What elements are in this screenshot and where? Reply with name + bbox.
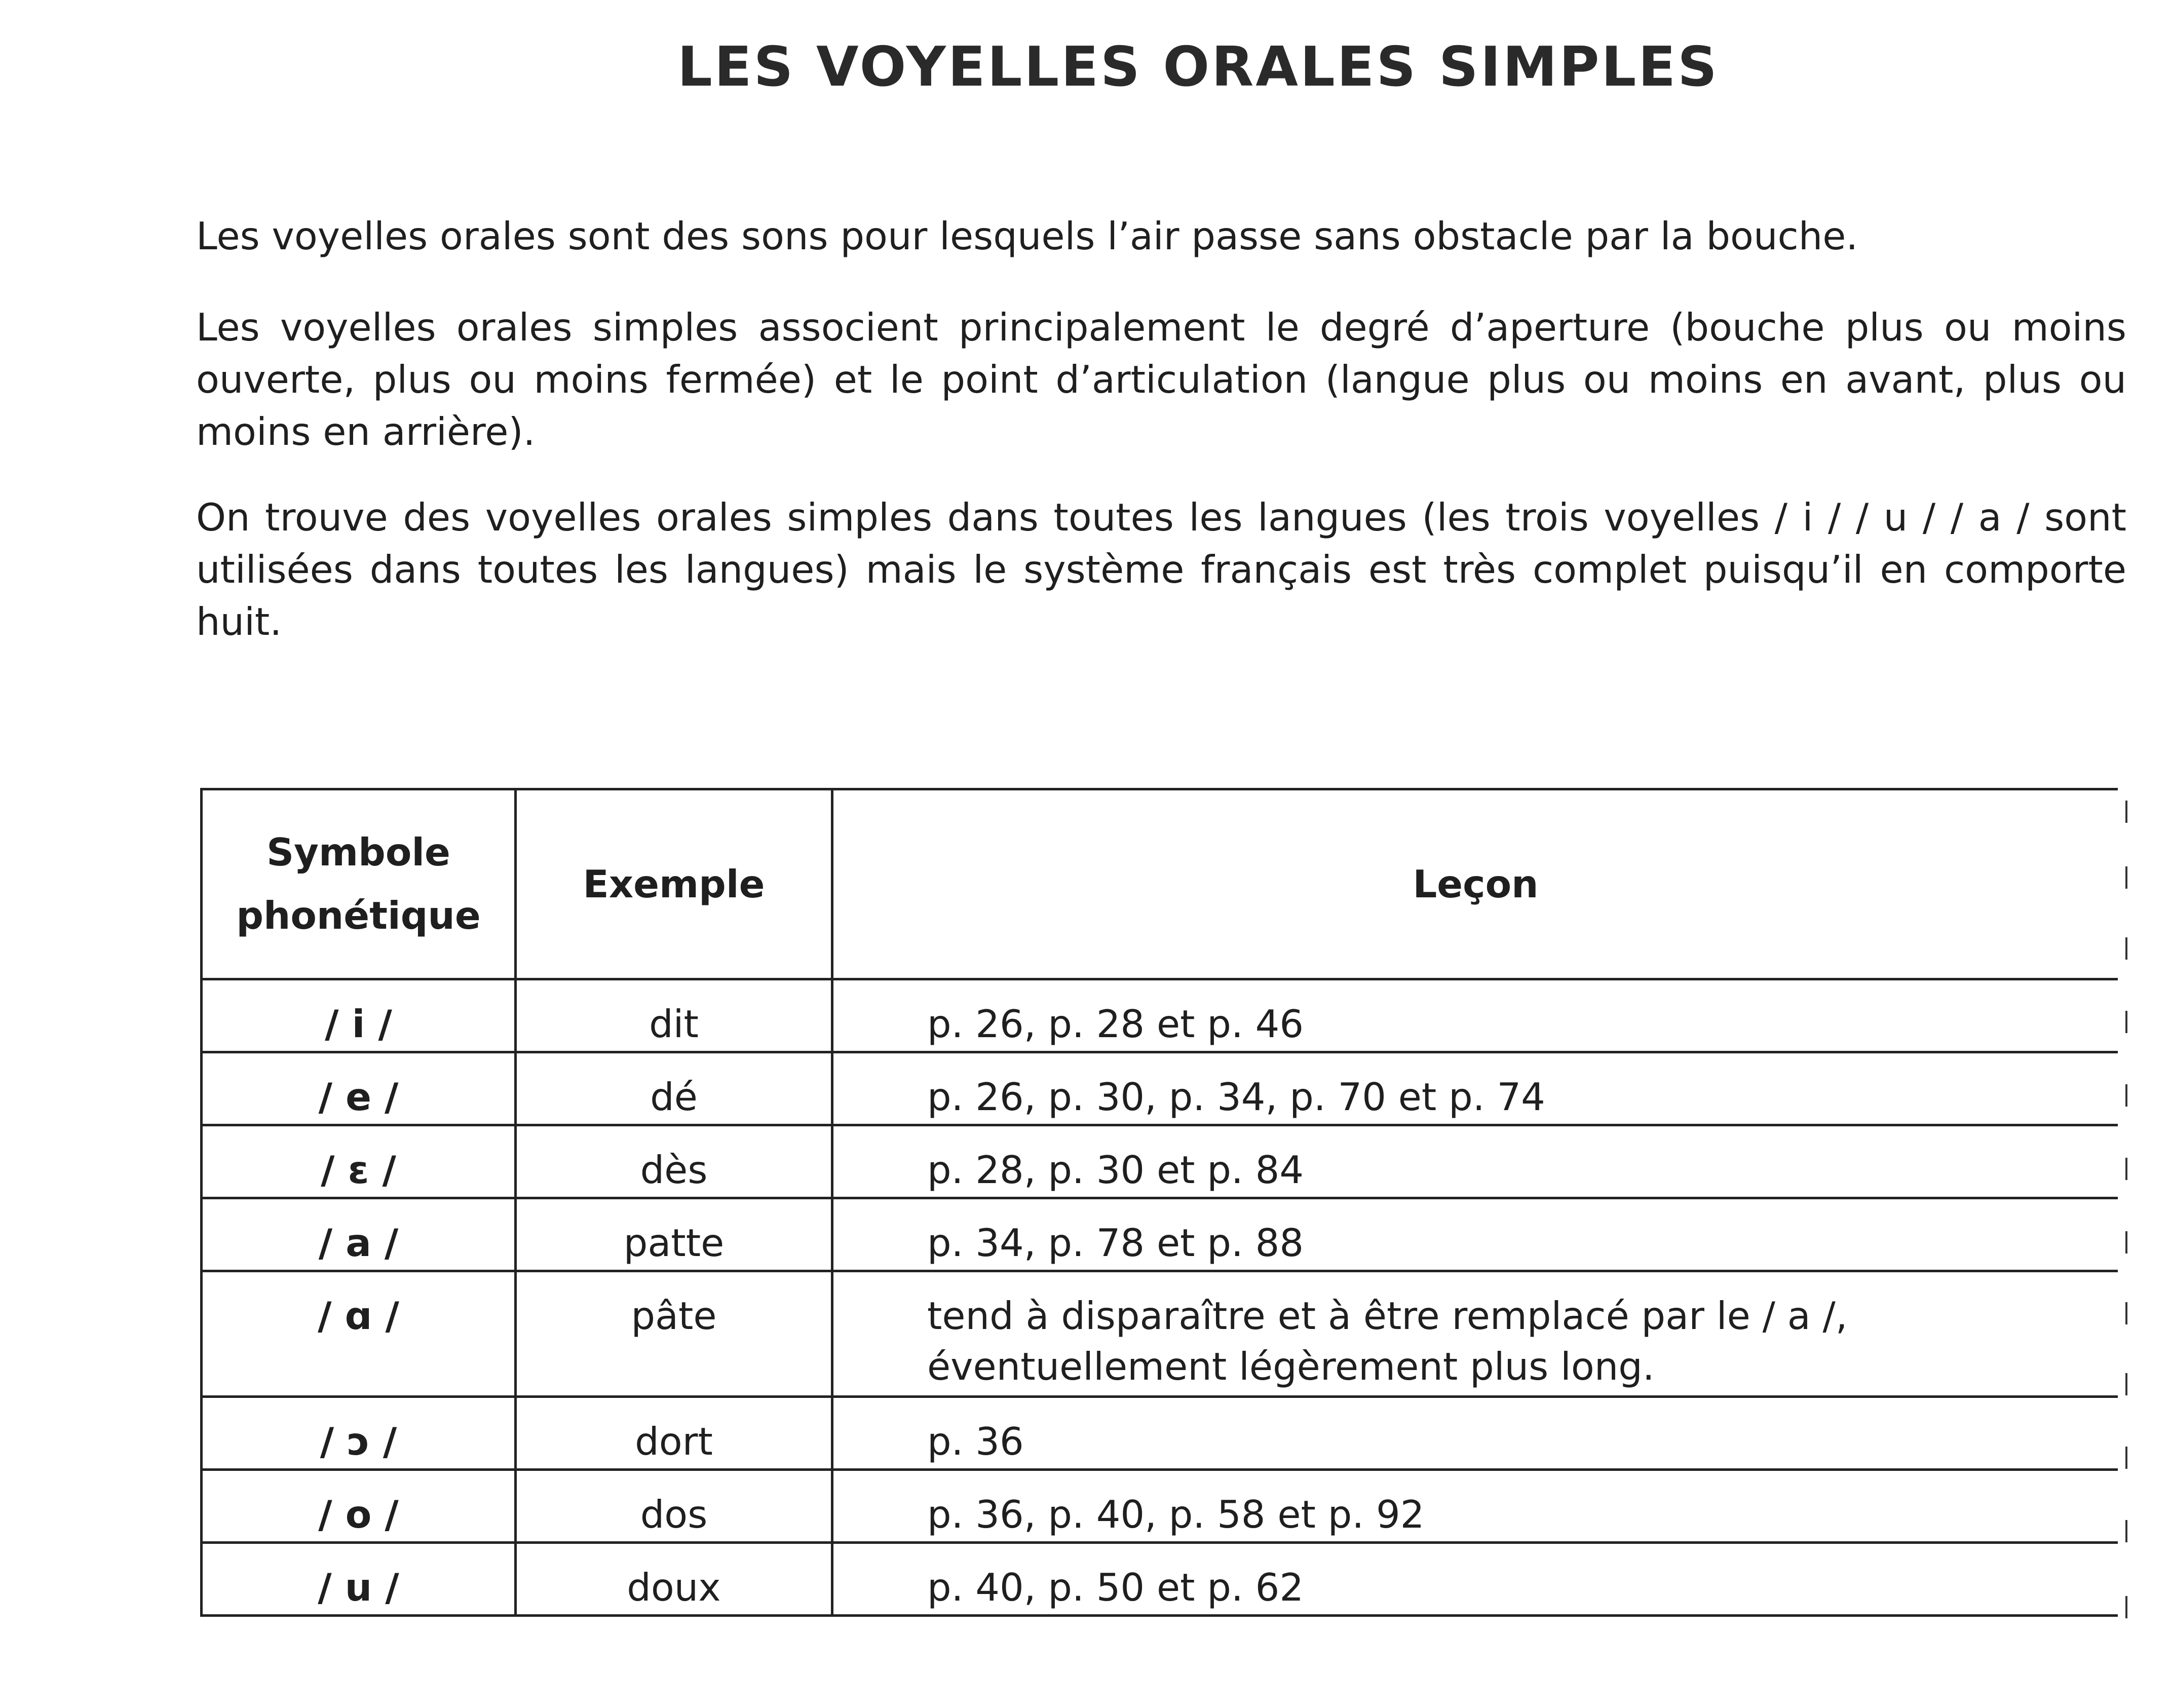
- margin-mark: [2125, 866, 2127, 889]
- symbol-cell: / a /: [202, 1198, 516, 1271]
- table-row: [202, 1271, 2118, 1397]
- page-title: LES VOYELLES ORALES SIMPLES: [677, 35, 1719, 99]
- table-row: [202, 979, 2118, 1052]
- table-row: [202, 1052, 2118, 1125]
- aperture-paragraph: Les voyelles orales simples associent principalement le degré d’aperture (bouche plus ou moins ouverte, plus ou moins fermée) et le point d’articulation (langue plus ou moins en avant, plus ou moins en arrière).: [196, 305, 2126, 454]
- header-example: Exemple: [516, 789, 832, 979]
- margin-mark: [2125, 1373, 2127, 1395]
- example-cell: dit: [516, 979, 832, 1052]
- margin-mark: [2125, 1447, 2127, 1469]
- symbol-cell: / i /: [202, 979, 516, 1052]
- example-cell: dès: [516, 1125, 832, 1198]
- lesson-cell: p. 28, p. 30 et p. 84: [832, 1125, 2118, 1198]
- header-symbol: Symbole phonétique: [202, 789, 516, 979]
- intro-paragraph: Les voyelles orales sont des sons pour lesquels l’air passe sans obstacle par la bouche.: [196, 214, 1858, 258]
- margin-mark: [2125, 1011, 2127, 1033]
- symbol-cell: / o /: [202, 1470, 516, 1543]
- example-cell: dort: [516, 1397, 832, 1470]
- lesson-cell: p. 26, p. 28 et p. 46: [832, 979, 2118, 1052]
- languages-paragraph: On trouve des voyelles orales simples dans toutes les langues (les trois voyelles / i / / u / / a / sont utilisées dans toutes les langues) mais le système français est très complet puisqu’il en comporte huit.: [196, 495, 2126, 644]
- example-cell: patte: [516, 1198, 832, 1271]
- vowel-table: [200, 788, 2118, 1617]
- symbol-cell: / ɔ /: [202, 1397, 516, 1470]
- margin-mark: [2125, 937, 2127, 960]
- header-lesson: Leçon: [832, 789, 2118, 979]
- margin-mark: [2125, 1596, 2127, 1618]
- lesson-cell: p. 34, p. 78 et p. 88: [832, 1198, 2118, 1271]
- margin-mark: [2125, 1231, 2127, 1254]
- table-header-row: [202, 789, 2118, 979]
- example-cell: dos: [516, 1470, 832, 1543]
- symbol-cell: / e /: [202, 1052, 516, 1125]
- lesson-cell: tend à disparaître et à être remplacé par le / a /, éventuellement légèrement plus long.: [832, 1271, 2118, 1397]
- example-cell: doux: [516, 1543, 832, 1616]
- margin-mark: [2125, 1084, 2127, 1107]
- margin-mark: [2125, 1302, 2127, 1324]
- margin-mark: [2125, 1520, 2127, 1542]
- lesson-cell: p. 40, p. 50 et p. 62: [832, 1543, 2118, 1616]
- table-row: [202, 1397, 2118, 1470]
- margin-mark: [2125, 801, 2127, 823]
- margin-mark: [2125, 1158, 2127, 1180]
- symbol-cell: / u /: [202, 1543, 516, 1616]
- lesson-cell: p. 36, p. 40, p. 58 et p. 92: [832, 1470, 2118, 1543]
- table-row: [202, 1470, 2118, 1543]
- example-cell: dé: [516, 1052, 832, 1125]
- example-cell: pâte: [516, 1271, 832, 1397]
- lesson-cell: p. 26, p. 30, p. 34, p. 70 et p. 74: [832, 1052, 2118, 1125]
- table-row: [202, 1543, 2118, 1616]
- symbol-cell: / ɛ /: [202, 1125, 516, 1198]
- table-row: [202, 1198, 2118, 1271]
- lesson-cell: p. 36: [832, 1397, 2118, 1470]
- table-row: [202, 1125, 2118, 1198]
- symbol-cell: / ɑ /: [202, 1271, 516, 1397]
